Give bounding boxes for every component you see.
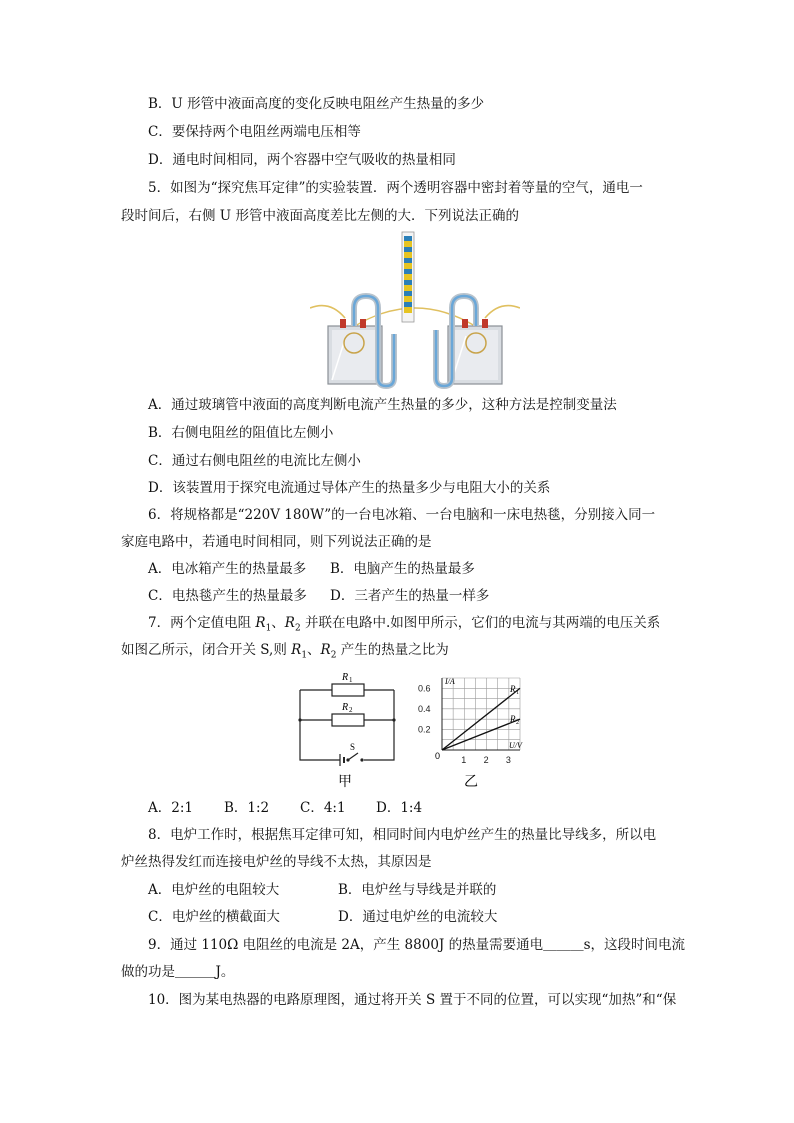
r2-subscript: 2 bbox=[349, 706, 353, 714]
q7-option-d: D．1:4 bbox=[376, 800, 423, 816]
q4-option-c: C．要保持两个电阻丝两端电压相等 bbox=[148, 124, 361, 140]
q8-stem-line2: 炉丝热得发红而连接电炉丝的导线不太热，其原因是 bbox=[121, 854, 432, 870]
q5-option-b: B．右侧电阻丝的阻值比左侧小 bbox=[148, 425, 334, 441]
q6-option-b: B．电脑产生的热量最多 bbox=[330, 561, 475, 577]
graph-caption: 乙 bbox=[464, 774, 478, 790]
q4-option-d: D．通电时间相同，两个容器中空气吸收的热量相同 bbox=[148, 152, 456, 168]
y-tick-label: 0.6 bbox=[418, 683, 431, 694]
q7-stem-line1: 7．两个定值电阻 $R_1$、$R_2$ 并联在电路中.如图甲所示，它们的电流与其两端的电压关系 bbox=[148, 615, 661, 634]
q9-line2: 做的功是＿＿＿J。 bbox=[121, 964, 235, 980]
q5-option-c: C．通过右侧电阻丝的电流比左侧小 bbox=[148, 453, 361, 469]
r1-subscript: 1 bbox=[349, 676, 353, 684]
y-tick-label: 0.2 bbox=[418, 724, 431, 735]
x-tick-label: 1 bbox=[461, 755, 467, 765]
q4-option-b: B．U 形管中液面高度的变化反映电阻丝产生热量的多少 bbox=[148, 96, 485, 112]
line-r2-subscript: 2 bbox=[516, 720, 519, 726]
q8-stem-line1: 8．电炉工作时，根据焦耳定律可知，相同时间内电炉丝产生的热量比导线多，所以电 bbox=[148, 827, 657, 843]
switch-label: S bbox=[350, 742, 356, 752]
line-r1-subscript: 1 bbox=[516, 690, 519, 696]
q6-stem-line1: 6．将规格都是“220V 180W”的一台电冰箱、一台电脑和一床电热毯，分别接入同一 bbox=[148, 507, 656, 523]
joule-experiment-figure bbox=[310, 230, 520, 390]
r2-resistor bbox=[332, 714, 364, 726]
q6-option-a: A．电冰箱产生的热量最多 bbox=[148, 561, 307, 577]
origin-label: 0 bbox=[435, 751, 441, 761]
q7-option-b: B．1:2 bbox=[224, 800, 270, 816]
q10-line1: 10．图为某电热器的电路原理图，通过将开关 S 置于不同的位置，可以实现“加热”和“保 bbox=[148, 992, 677, 1008]
q5-stem-line1: 5．如图为“探究焦耳定律”的实验装置．两个透明容器中密封着等量的空气，通电一 bbox=[148, 180, 643, 196]
x-tick-label: 3 bbox=[505, 755, 511, 765]
q7-option-a: A．2:1 bbox=[148, 800, 193, 816]
r2-label: R bbox=[342, 702, 349, 713]
q6-stem-line2: 家庭电路中，若通电时间相同，则下列说法正确的是 bbox=[121, 534, 432, 550]
iv-graph bbox=[412, 670, 532, 792]
q8-option-d: D．通过电炉丝的电流较大 bbox=[338, 909, 498, 925]
q8-option-c: C．电炉丝的横截面大 bbox=[148, 909, 280, 925]
line-r2-label: R bbox=[510, 714, 516, 724]
y-axis-label: I/A bbox=[445, 677, 455, 686]
q5-stem-line2: 段时间后，右侧 U 形管中液面高度差比左侧的大．下列说法正确的 bbox=[121, 208, 519, 224]
y-tick-label: 0.4 bbox=[418, 703, 431, 714]
r1-label: R bbox=[342, 672, 349, 683]
x-tick-label: 2 bbox=[483, 755, 489, 765]
circuit-diagram bbox=[292, 668, 404, 790]
x-axis-label: U/V bbox=[509, 741, 522, 750]
q6-option-c: C．电热毯产生的热量最多 bbox=[148, 588, 307, 604]
q9-line1: 9．通过 110Ω 电阻丝的电流是 2A，产生 8800J 的热量需要通电＿＿＿s，这段时间电流 bbox=[148, 937, 686, 953]
line-r1-label: R bbox=[510, 684, 516, 694]
q7-option-c: C．4:1 bbox=[300, 800, 346, 816]
r1-resistor bbox=[332, 684, 364, 696]
circuit-caption: 甲 bbox=[338, 774, 352, 790]
q5-option-d: D．该装置用于探究电流通过导体产生的热量多少与电阻大小的关系 bbox=[148, 480, 551, 496]
q7-stem-line2: 如图乙所示，闭合开关 S,则 $R_1$、$R_2$ 产生的热量之比为 bbox=[121, 642, 449, 661]
q8-option-a: A．电炉丝的电阻较大 bbox=[148, 882, 280, 898]
q6-option-d: D．三者产生的热量一样多 bbox=[330, 588, 490, 604]
q8-option-b: B．电炉丝与导线是并联的 bbox=[338, 882, 497, 898]
q5-option-a: A．通过玻璃管中液面的高度判断电流产生热量的多少，这种方法是控制变量法 bbox=[148, 397, 617, 413]
